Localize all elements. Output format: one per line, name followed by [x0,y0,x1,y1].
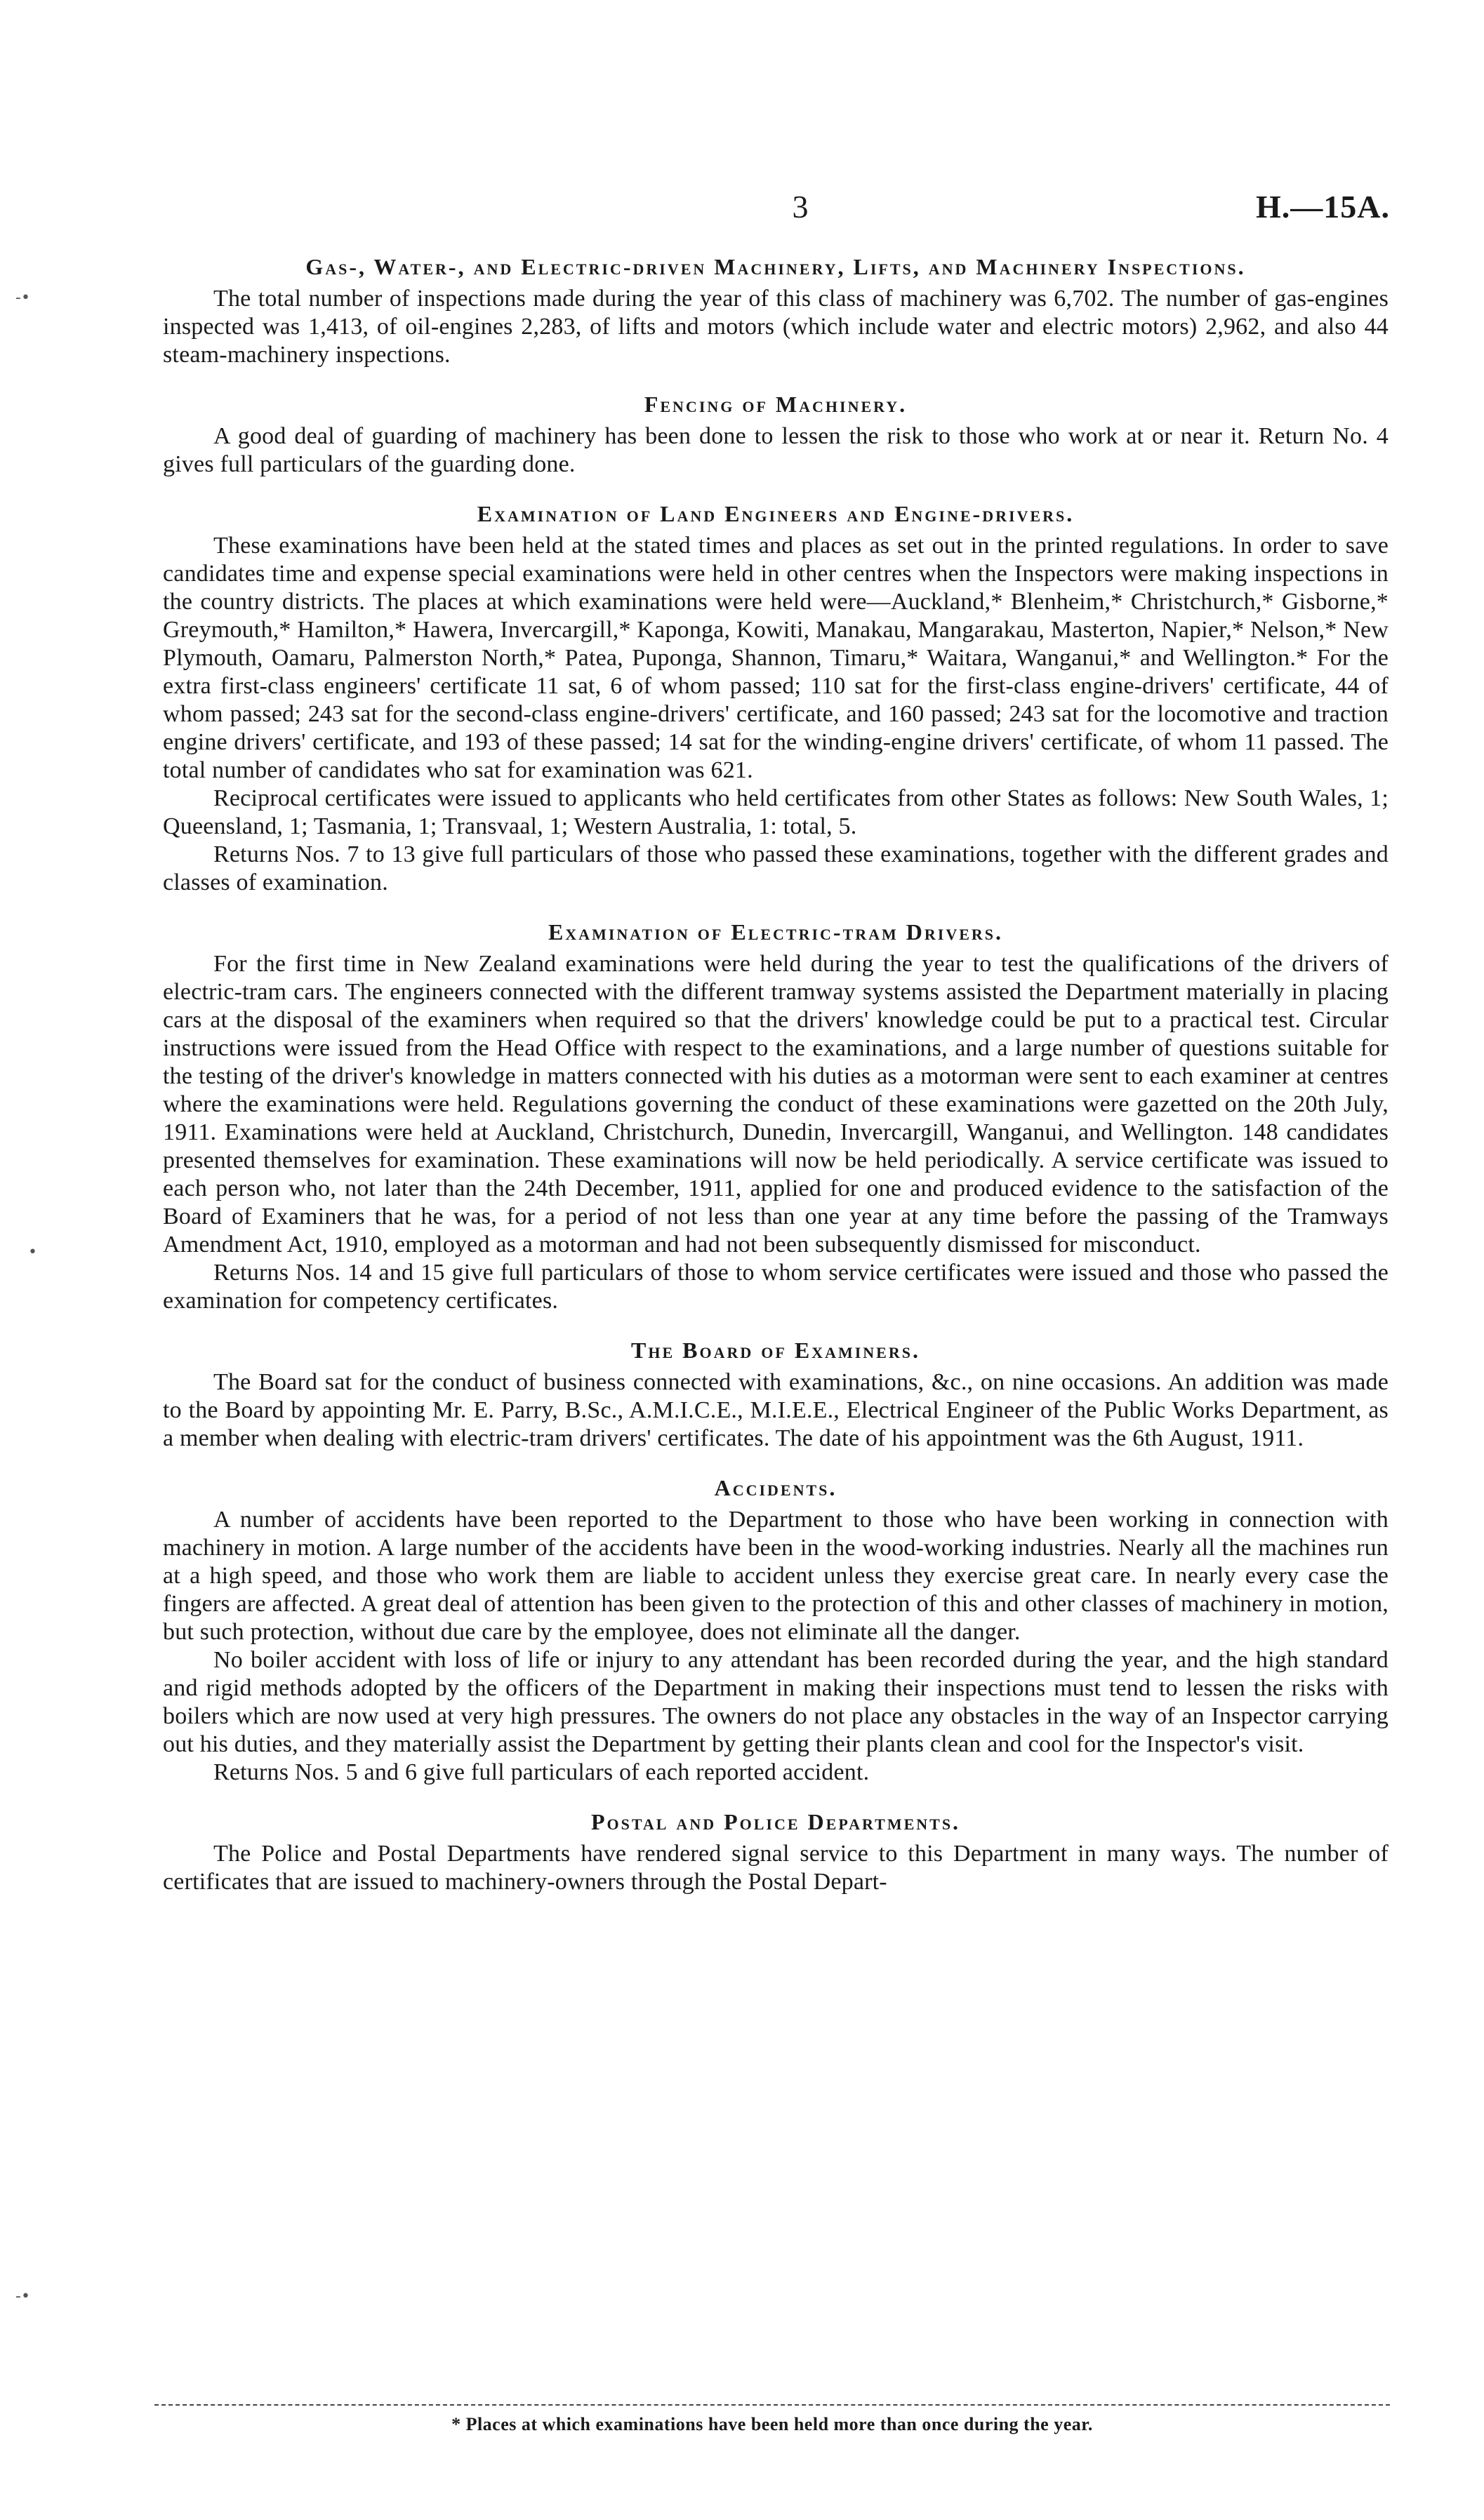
page-header [211,188,1390,237]
section-machinery-inspections [163,253,1389,369]
document-reference: H.—15A. [1256,189,1390,225]
paragraph: These examinations have been held at the stated times and places as set out in the printed regulations. In order to save candidates time and expense special examinations were held in other centres when the Inspectors were making inspections in the country districts. The places at which examinations were held were—Auckland,* Blenheim,* Christchurch,* Gisborne,* Greymouth,* Hamilton,* Hawera, Invercargill,* Kaponga, Kowiti, Manakau, Mangarakau, Masterton, Napier,* Nelson,* New Plymouth, Oamaru, Palmerston North,* Patea, Puponga, Shannon, Timaru,* Waitara, Wanganui,* and Wellington.* For the extra first-class engineers' certificate 11 sat, 6 of whom passed; 110 sat for the first-class engine-drivers' certificate, 44 of whom passed; 243 sat for the second-class engine-drivers' certificate, and 160 passed; 243 sat for the locomotive and traction engine drivers' certificate, and 193 of these passed; 14 sat for the winding-engine drivers' certificate, of whom 11 passed. The total number of candidates who sat for examination was 621. [163,533,1389,783]
footnote: * Places at which examinations have been held more than once during the year. [451,2414,1093,2434]
margin-mark: -• [15,2288,30,2305]
paragraph: Reciprocal certificates were issued to applicants who held certificates from other States as follows: New South Wales, 1; Queensland, 1; Tasmania, 1; Transvaal, 1; Western Australia, 1: total, 5. [163,785,1389,839]
paragraph: A number of accidents have been reported to the Department to those who have been working in connection with machinery in motion. A large number of the accidents have been in the wood-working industries. Nearly all the machines run at a high speed, and those who work them are liable to accident unless they exercise great care. In nearly every case the fingers are affected. A great deal of attention has been given to the protection of this and other classes of machinery in motion, but such protection, without due care by the employee, does not eliminate all the danger. [163,1507,1389,1645]
section-land-engineers-examination [163,500,1389,897]
margin-mark: • [28,1244,37,1261]
footnote-divider [154,2404,1390,2406]
section-board-of-examiners [163,1336,1389,1453]
paragraph: The Police and Postal Departments have rendered signal service to this Department in many ways. The number of certificates that are issued to machinery-owners through the Postal Depart- [163,1841,1389,1895]
section-heading: Examination of Land Engineers and Engine-drivers. [477,501,1075,526]
paragraph: Returns Nos. 14 and 15 give full particulars of those to whom service certificates were issued and those who passed the examination for competency certificates. [163,1260,1389,1314]
section-fencing-of-machinery [163,390,1389,479]
paragraph: For the first time in New Zealand examinations were held during the year to test the qualifications of the drivers of electric-tram cars. The engineers connected with the different tramway systems assisted the Department materially in placing cars at the disposal of the examiners when required so that the drivers' knowledge could be put to a practical test. Circular instructions were issued from the Head Office with respect to the examinations, and a large number of questions suitable for the testing of the driver's knowledge in matters connected with his duties as a motorman were sent to each examiner at centres where the examinations were held. Regulations governing the conduct of these examinations were gazetted on the 20th July, 1911. Examinations were held at Auckland, Christchurch, Dunedin, Invercargill, Wanganui, and Wellington. 148 candidates presented themselves for examination. These examinations will now be held periodically. A service certificate was issued to each person who, not later than the 24th December, 1911, applied for one and produced evidence to the satisfaction of the Board of Examiners that he was, for a period of not less than one year at any time before the passing of the Tramways Amendment Act, 1910, employed as a motorman and had not been subsequently dismissed for misconduct. [163,951,1389,1258]
paragraph: The total number of inspections made during the year of this class of machinery was 6,702. The number of gas-engines inspected was 1,413, of oil-engines 2,283, of lifts and motors (which include water and electric motors) 2,962, and also 44 steam-machinery inspections. [163,286,1389,368]
section-heading: Examination of Electric-tram Drivers. [548,919,1004,945]
section-postal-and-police [163,1808,1389,1896]
section-heading: Postal and Police Departments. [590,1809,961,1834]
paragraph: A good deal of guarding of machinery has been done to lessen the risk to those who work at or near it. Return No. 4 gives full particulars of the guarding done. [163,423,1389,477]
page-number: 3 [792,189,809,225]
section-heading: Fencing of Machinery. [644,392,908,417]
section-accidents [163,1474,1389,1787]
section-electric-tram-drivers [163,918,1389,1315]
section-heading: Accidents. [714,1475,837,1500]
paragraph: Returns Nos. 5 and 6 give full particulars of each reported accident. [213,1759,870,1785]
margin-mark: -• [15,289,30,307]
section-heading: The Board of Examiners. [631,1338,920,1363]
paragraph: The Board sat for the conduct of business connected with examinations, &c., on nine occasions. An addition was made to the Board by appointing Mr. E. Parry, B.Sc., A.M.I.C.E., M.I.E.E., Electrical Engineer of the Public Works Department, as a member when dealing with electric-tram drivers' certificates. The date of his appointment was the 6th August, 1911. [163,1369,1389,1451]
paragraph: No boiler accident with loss of life or injury to any attendant has been recorded during the year, and the high standard and rigid methods adopted by the officers of the Department in making their inspections must tend to lessen the risks with boilers which are now used at very high pressures. The owners do not place any obstacles in the way of an Inspector carrying out his duties, and they materially assist the Department by getting their plants clean and cool for the Inspector's visit. [163,1647,1389,1757]
document-body [163,253,1389,1896]
paragraph: Returns Nos. 7 to 13 give full particulars of those who passed these examinations, together with the different grades and classes of examination. [163,841,1389,895]
section-heading: Gas-, Water-, and Electric-driven Machinery, Lifts, and Machinery Inspections. [305,254,1246,279]
